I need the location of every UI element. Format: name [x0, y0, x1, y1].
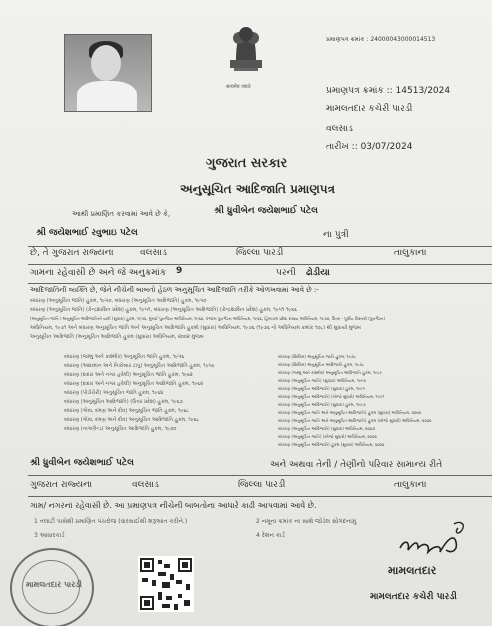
signatory-office: મામલતદાર કચેરી પારડી	[370, 592, 457, 602]
basis-item: 2 નમૂના ક્રમાંક ના સાથે જોડેલ સોગંદનામું	[256, 518, 357, 525]
basis-item: 3 આધારકાર્ડ	[34, 532, 65, 539]
jilla-value-2: જિલ્લા પારડી	[238, 480, 286, 490]
order-left-item: બંધારણ (દાદરા અને નગર હવેલી) અનુસૂચિત જાતિ હુકમ, ૧૯૬૨	[64, 372, 193, 378]
order-right-item: બંધારણ (અનુસૂચિત આદિજાતિ) (સુધારા) અધિનિયમ, ૨૦૦૩	[278, 426, 375, 431]
order-line: બંધારણ (અનુસૂચિત જાતિ) હુકમ, ૧૯૫૦, બંધારણ (અનુસૂચિત આદિજાતિ) હુકમ, ૧૯૫૦	[30, 298, 207, 304]
issue-date: તારીખ :: 03/07/2024	[326, 142, 413, 152]
signatory-title: મામલતદાર	[388, 564, 437, 577]
emblem-caption: सत्यमेव जयते	[226, 84, 251, 90]
taluka-label: તાલુકાના	[394, 248, 427, 258]
order-left-item: બંધારણ (જમ્મુ અને કાશ્મીર) અનુસૂચિત જાતિ હુકમ, ૧૯૫૬	[64, 354, 185, 360]
applicant-name: શ્રી ધ્રુવીબેન જયેશભાઈ પટેલ	[214, 206, 318, 216]
order-left-item: બંધારણ (પોંડીચેરી) અનુસૂચિત જાતિ હુકમ, ૧૯૬૪	[64, 390, 164, 396]
order-line: (અનુસૂચિત જાતિ / અનુસૂચિત આદિજાતિની યાદી (સુધારા) હુકમ, ૧૯૫૬, મુંબઈ પુનર્ગઠન અધિનિયમ, ૧૯૬૦, પંજાબ પુનર્ગઠન અધિનિયમ, ૧૯૬૬, હિમાચલ પ્રદેશ રાજ્ય અધિનિયમ, ૧૯૭૦, ઉત્તર - પૂર્વીય વિસ્તારો (પુનર્ગઠન)	[30, 316, 386, 321]
applicant-photo	[64, 34, 152, 112]
state-text: છે, તે ગુજરાત રાજ્યના	[30, 248, 114, 258]
order-left-item: બંધારણ (અનુસૂચિત આદિજાતિ) (ઉત્તર પ્રદેશ) હુકમ, ૧૯૬૭	[64, 399, 183, 405]
order-left-item: બંધારણ (દાદરા અને નગર હવેલી) અનુસૂચિત આદિજાતિ હુકમ, ૧૯૬૨	[64, 381, 204, 387]
certificate-number-small: પ્રમાણપત્ર ક્રમાંક : 24000043000014513	[326, 36, 436, 43]
order-right-item: બંધારણ (અનુસૂચિત જાતિ અને અનુસૂચિત આદિજાતિ) હુકમ (સુધારા) અધિનિયમ, ૨૦૦૨	[278, 410, 422, 415]
father-name: શ્રી જયેશભાઈ રવુભાઇ પટેલ	[36, 228, 138, 238]
recognition-text: આદિજાતિની વ્યક્તિ છે, જેને નીચેની બાબતો હેઠળ અનુસૂચિત આદિજાતિ તરીકે ઓળખવામાં આવે છે :-	[30, 286, 319, 294]
certify-text: આથી પ્રમાણિત કરવામાં આવે છે કે,	[72, 210, 171, 218]
order-right-item: બંધારણ (અનુસૂચિત આદિજાતિ) (બીજો સુધારો) અધિનિયમ, ૧૯૯૧	[278, 394, 385, 399]
order-right-item: બંધારણ (જમ્મુ અને કાશ્મીર) અનુસૂચિત આદિજાતિ હુકમ, ૧૯૮૯	[278, 370, 383, 375]
basis-intro: ગામ/ નગરનાં રહેવાસી છે. આ પ્રમાણપત્ર નીચેની બાબતોના આધારે કાઢી આપવામાં આવે છે.	[30, 501, 317, 510]
basis-item: 4 રેશન કાર્ડ	[256, 532, 285, 539]
order-line: અનુસૂચિત આદિજાતિ (અનુસૂચિત આદિજાતિ હુકમ (સુધારા) અધિનિયમ, ૨૦૦૨ મુજબ	[30, 334, 204, 340]
issuing-place: વલસાડ	[326, 124, 353, 134]
taluka-label-2: તાલુકાના	[394, 480, 427, 490]
village-text: ગામના રહેવાસી છે અને જે અનુક્રમાંક	[30, 268, 167, 278]
basis-item: 1 તલાટી પાસેથી પ્રમાણિત પંચરોજ (વારસાઈથી શરૂઆત કરીને.)	[34, 518, 188, 525]
tribe-name: ઢોડીયા	[306, 268, 330, 278]
on-text: પરની	[276, 268, 296, 278]
serial-number: 9	[176, 266, 183, 276]
order-right-item: બંધારણ (અનુસૂચિત જાતિ) (સુધારા) અધિનિયમ, ૧૯૯૦	[278, 378, 366, 383]
certificate-number: પ્રમાણપત્ર ક્રમાંક :: 14513/2024	[326, 86, 451, 96]
relation-text: ના પુત્રી	[323, 230, 349, 240]
government-title: ગુજરાત સરકાર	[206, 156, 288, 171]
applicant-name-2: શ્રી ધ્રુવીબેન જયેશભાઈ પટેલ	[30, 458, 134, 468]
order-left-item: બંધારણ (ગોવા, દમણ અને દીવ) અનુસૂચિત જાતિ હુકમ, ૧૯૬૮	[64, 408, 189, 414]
order-right-item: બંધારણ (અનુસૂચિત જાતિ) (બીજો સુધારો) અધિનિયમ, ૨૦૦૨	[278, 434, 377, 439]
family-text: અને અથવા તેની / તેણીનો પરિવાર સામાન્ય રીતે	[270, 460, 443, 470]
order-line: અધિનિયમ, ૧૯૭૧ અને બંધારણ અનુસૂચિત જાતિ અને અનુસૂચિત આદિજાતિ હુકમો (સુધારા) અધિનિયમ, ૧૯૭૬ (૧૯૭૬ નો અધિનિયમ ક્રમાંક ૧૦૮) થી સુધાર્યા મુજબ	[30, 325, 361, 331]
office-stamp	[10, 548, 94, 626]
qr-code-icon	[138, 556, 194, 612]
order-right-item: બંધારણ (અનુસૂચિત આદિજાતિ) હુકમ (સુધારા) અધિનિયમ, ૨૦૦૬	[278, 442, 385, 447]
district-value: વલસાડ	[140, 248, 167, 258]
order-right-item: બંધારણ (અનુસૂચિત આદિજાતિ) (સુધારા) હુકમ, ૧૯૯૧	[278, 386, 365, 391]
issuing-office: મામલતદાર કચેરી પારડી	[326, 104, 413, 114]
jilla-value: જિલ્લા પારડી	[236, 248, 284, 258]
stamp-text: મામલતદાર પારડી	[26, 580, 82, 589]
signature-icon	[396, 516, 472, 562]
order-right-item: બંધારણ (અનુસૂચિત જાતિ અને અનુસૂચિત આદિજાતિ) હુકમ (બીજો સુધારો) અધિનિયમ, ૨૦૦૨	[278, 418, 432, 423]
state-text-2: ગુજરાત રાજ્યના	[30, 480, 93, 490]
order-left-item: બંધારણ (ગોવા, દમણ અને દીવ) અનુસૂચિત આદિજાતિ હુકમ, ૧૯૬૮	[64, 417, 200, 423]
order-line: બંધારણ (અનુસૂચિત જાતિ) (કેન્દ્રશાસિત પ્રદેશ) હુકમ, ૧૯૫૧, બંધારણ (અનુસૂચિત આદિજાતિ) (કેન્દ્રશાસિત પ્રદેશ) હુકમ, ૧૯૫૧ ૧૯૬૬	[30, 307, 297, 313]
order-right-item: બંધારણ (સિક્કિમ) અનુસૂચિત જાતિ હુકમ, ૧૯૭૮	[278, 354, 356, 359]
district-value-2: વલસાડ	[132, 480, 159, 490]
state-emblem-icon	[226, 20, 266, 84]
certificate-title: અનુસૂચિત આદિજાતિ પ્રમાણપત્ર	[180, 182, 335, 196]
order-right-item: બંધારણ (અનુસૂચિત આદિજાતિ) (સુધારા) હુકમ, ૧૯૯૭	[278, 402, 366, 407]
order-left-item: બંધારણ (નાગાલેન્ડ) અનુસૂચિત આદિજાતિ હુકમ, ૧૯૭૦	[64, 426, 177, 432]
order-right-item: બંધારણ (સિક્કિમ) અનુસૂચિત આદિજાતિ હુકમ, ૧૯૭૮	[278, 362, 365, 367]
order-left-item: બંધારણ (આંદામાન અને નિકોબાર ટાપુ) અનુસૂચિત આદિજાતિ હુકમ, ૧૯૫૯	[64, 363, 215, 369]
